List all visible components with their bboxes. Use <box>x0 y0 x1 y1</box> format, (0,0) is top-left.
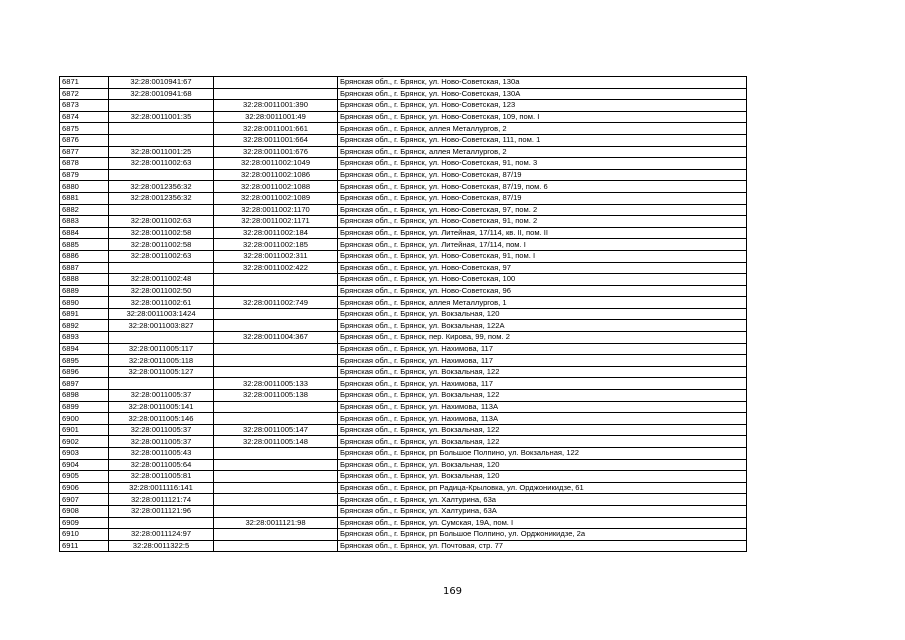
object-cadastral-number-cell <box>214 413 338 425</box>
address-cell: Брянская обл., г. Брянск, ул. Нахимова, 113А <box>338 413 747 425</box>
table-row <box>60 192 747 204</box>
object-cadastral-number-cell: 32:28:0011002:749 <box>214 297 338 309</box>
page-number: 169 <box>442 586 463 597</box>
object-cadastral-number-cell: 32:28:0011002:1088 <box>214 181 338 193</box>
object-cadastral-number-cell <box>214 505 338 517</box>
table-row <box>60 77 747 89</box>
address-cell: Брянская обл., г. Брянск, аллея Металлургов, 1 <box>338 297 747 309</box>
row-number-cell: 6901 <box>60 424 109 436</box>
address-cell: Брянская обл., г. Брянск, рп Радица-Крыловка, ул. Орджоникидзе, 61 <box>338 482 747 494</box>
address-cell: Брянская обл., г. Брянск, ул. Вокзальная, 120 <box>338 471 747 483</box>
table-row <box>60 448 747 460</box>
cadastral-number-cell <box>109 123 214 135</box>
object-cadastral-number-cell: 32:28:0011005:133 <box>214 378 338 390</box>
cadastral-number-cell <box>109 332 214 344</box>
row-number-cell: 6889 <box>60 285 109 297</box>
address-cell: Брянская обл., г. Брянск, ул. Ново-Советская, 109, пом. I <box>338 111 747 123</box>
table-row <box>60 158 747 170</box>
address-cell: Брянская обл., г. Брянск, ул. Халтурина, 63а <box>338 494 747 506</box>
object-cadastral-number-cell <box>214 343 338 355</box>
address-cell: Брянская обл., г. Брянск, аллея Металлургов, 2 <box>338 123 747 135</box>
table-row <box>60 146 747 158</box>
address-cell: Брянская обл., г. Брянск, ул. Ново-Советская, 100 <box>338 274 747 286</box>
cadastral-number-cell: 32:28:0012356:32 <box>109 192 214 204</box>
table-row <box>60 413 747 425</box>
object-cadastral-number-cell <box>214 529 338 541</box>
address-cell: Брянская обл., г. Брянск, ул. Ново-Советская, 97, пом. 2 <box>338 204 747 216</box>
row-number-cell: 6900 <box>60 413 109 425</box>
row-number-cell: 6881 <box>60 192 109 204</box>
address-cell: Брянская обл., г. Брянск, ул. Литейная, 17/114, кв. II, пом. II <box>338 227 747 239</box>
row-number-cell: 6896 <box>60 366 109 378</box>
object-cadastral-number-cell <box>214 308 338 320</box>
address-cell: Брянская обл., г. Брянск, ул. Литейная, 17/114, пом. I <box>338 239 747 251</box>
cadastral-number-cell <box>109 262 214 274</box>
cadastral-number-cell: 32:28:0011322:5 <box>109 540 214 552</box>
row-number-cell: 6875 <box>60 123 109 135</box>
cadastral-number-cell: 32:28:0011003:827 <box>109 320 214 332</box>
row-number-cell: 6872 <box>60 88 109 100</box>
row-number-cell: 6880 <box>60 181 109 193</box>
cadastral-number-cell: 32:28:0011116:141 <box>109 482 214 494</box>
table-row <box>60 517 747 529</box>
address-cell: Брянская обл., г. Брянск, ул. Нахимова, 117 <box>338 343 747 355</box>
table-row <box>60 378 747 390</box>
table-row <box>60 239 747 251</box>
address-cell: Брянская обл., г. Брянск, рп Большое Полпино, ул. Вокзальная, 122 <box>338 448 747 460</box>
row-number-cell: 6893 <box>60 332 109 344</box>
row-number-cell: 6873 <box>60 100 109 112</box>
table-row <box>60 436 747 448</box>
object-cadastral-number-cell: 32:28:0011005:138 <box>214 390 338 402</box>
cadastral-number-cell: 32:28:0011002:50 <box>109 285 214 297</box>
row-number-cell: 6897 <box>60 378 109 390</box>
table-row <box>60 343 747 355</box>
address-cell: Брянская обл., г. Брянск, аллея Металлургов, 2 <box>338 146 747 158</box>
table-row <box>60 401 747 413</box>
object-cadastral-number-cell <box>214 494 338 506</box>
row-number-cell: 6871 <box>60 77 109 89</box>
address-cell: Брянская обл., г. Брянск, ул. Вокзальная, 120 <box>338 459 747 471</box>
address-cell: Брянская обл., г. Брянск, ул. Вокзальная, 120 <box>338 308 747 320</box>
address-cell: Брянская обл., г. Брянск, ул. Вокзальная, 122А <box>338 320 747 332</box>
table-row <box>60 332 747 344</box>
address-cell: Брянская обл., г. Брянск, ул. Ново-Советская, 91, пом. 3 <box>338 158 747 170</box>
table-row <box>60 459 747 471</box>
object-cadastral-number-cell <box>214 401 338 413</box>
row-number-cell: 6911 <box>60 540 109 552</box>
cadastral-number-cell: 32:28:0011002:48 <box>109 274 214 286</box>
address-cell: Брянская обл., г. Брянск, ул. Ново-Советская, 91, пом. 2 <box>338 216 747 228</box>
table-row <box>60 134 747 146</box>
object-cadastral-number-cell: 32:28:0011002:185 <box>214 239 338 251</box>
row-number-cell: 6895 <box>60 355 109 367</box>
cadastral-number-cell <box>109 134 214 146</box>
address-cell: Брянская обл., г. Брянск, ул. Нахимова, 117 <box>338 378 747 390</box>
cadastral-table <box>59 76 747 552</box>
row-number-cell: 6878 <box>60 158 109 170</box>
address-cell: Брянская обл., г. Брянск, пер. Кирова, 99, пом. 2 <box>338 332 747 344</box>
row-number-cell: 6894 <box>60 343 109 355</box>
table-row <box>60 227 747 239</box>
cadastral-number-cell: 32:28:0011005:141 <box>109 401 214 413</box>
object-cadastral-number-cell <box>214 459 338 471</box>
cadastral-number-cell: 32:28:0011002:58 <box>109 227 214 239</box>
table-row <box>60 424 747 436</box>
row-number-cell: 6877 <box>60 146 109 158</box>
address-cell: Брянская обл., г. Брянск, ул. Халтурина, 63А <box>338 505 747 517</box>
cadastral-number-cell: 32:28:0011005:127 <box>109 366 214 378</box>
address-cell: Брянская обл., г. Брянск, ул. Ново-Советская, 87/19 <box>338 169 747 181</box>
address-cell: Брянская обл., г. Брянск, ул. Ново-Советская, 97 <box>338 262 747 274</box>
object-cadastral-number-cell: 32:28:0011002:1170 <box>214 204 338 216</box>
cadastral-number-cell: 32:28:0011005:146 <box>109 413 214 425</box>
cadastral-number-cell: 32:28:0012356:32 <box>109 181 214 193</box>
object-cadastral-number-cell <box>214 320 338 332</box>
object-cadastral-number-cell: 32:28:0011002:1089 <box>214 192 338 204</box>
cadastral-number-cell: 32:28:0011005:37 <box>109 390 214 402</box>
object-cadastral-number-cell: 32:28:0011002:1049 <box>214 158 338 170</box>
object-cadastral-number-cell <box>214 482 338 494</box>
object-cadastral-number-cell <box>214 88 338 100</box>
table-row <box>60 204 747 216</box>
object-cadastral-number-cell <box>214 471 338 483</box>
row-number-cell: 6890 <box>60 297 109 309</box>
object-cadastral-number-cell <box>214 285 338 297</box>
table-row <box>60 390 747 402</box>
table-row <box>60 262 747 274</box>
row-number-cell: 6884 <box>60 227 109 239</box>
object-cadastral-number-cell: 32:28:0011121:98 <box>214 517 338 529</box>
object-cadastral-number-cell <box>214 355 338 367</box>
row-number-cell: 6910 <box>60 529 109 541</box>
cadastral-number-cell: 32:28:0011003:1424 <box>109 308 214 320</box>
address-cell: Брянская обл., г. Брянск, ул. Ново-Советская, 130А <box>338 88 747 100</box>
cadastral-number-cell <box>109 169 214 181</box>
object-cadastral-number-cell: 32:28:0011001:676 <box>214 146 338 158</box>
row-number-cell: 6903 <box>60 448 109 460</box>
row-number-cell: 6886 <box>60 250 109 262</box>
cadastral-number-cell <box>109 100 214 112</box>
object-cadastral-number-cell <box>214 448 338 460</box>
table-row <box>60 169 747 181</box>
object-cadastral-number-cell: 32:28:0011002:1171 <box>214 216 338 228</box>
table-row <box>60 482 747 494</box>
cadastral-number-cell: 32:28:0011001:25 <box>109 146 214 158</box>
object-cadastral-number-cell: 32:28:0011002:1086 <box>214 169 338 181</box>
table-row <box>60 250 747 262</box>
row-number-cell: 6906 <box>60 482 109 494</box>
cadastral-number-cell: 32:28:0011005:81 <box>109 471 214 483</box>
address-cell: Брянская обл., г. Брянск, ул. Ново-Советская, 87/19, пом. 6 <box>338 181 747 193</box>
row-number-cell: 6882 <box>60 204 109 216</box>
address-cell: Брянская обл., г. Брянск, ул. Вокзальная, 122 <box>338 424 747 436</box>
row-number-cell: 6874 <box>60 111 109 123</box>
address-cell: Брянская обл., г. Брянск, ул. Ново-Советская, 130а <box>338 77 747 89</box>
table-row <box>60 111 747 123</box>
cadastral-number-cell: 32:28:0011002:61 <box>109 297 214 309</box>
table-row <box>60 123 747 135</box>
object-cadastral-number-cell <box>214 77 338 89</box>
table-row <box>60 320 747 332</box>
table-row <box>60 355 747 367</box>
cadastral-number-cell: 32:28:0011002:63 <box>109 250 214 262</box>
row-number-cell: 6891 <box>60 308 109 320</box>
row-number-cell: 6905 <box>60 471 109 483</box>
object-cadastral-number-cell: 32:28:0011001:390 <box>214 100 338 112</box>
table-row <box>60 529 747 541</box>
row-number-cell: 6907 <box>60 494 109 506</box>
address-cell: Брянская обл., г. Брянск, ул. Ново-Советская, 123 <box>338 100 747 112</box>
address-cell: Брянская обл., г. Брянск, ул. Сумская, 19А, пом. I <box>338 517 747 529</box>
address-cell: Брянская обл., г. Брянск, ул. Ново-Советская, 87/19 <box>338 192 747 204</box>
table-row <box>60 308 747 320</box>
row-number-cell: 6887 <box>60 262 109 274</box>
row-number-cell: 6883 <box>60 216 109 228</box>
table-row <box>60 100 747 112</box>
cadastral-number-cell: 32:28:0011001:35 <box>109 111 214 123</box>
table-row <box>60 471 747 483</box>
table-row <box>60 297 747 309</box>
address-cell: Брянская обл., г. Брянск, ул. Нахимова, 117 <box>338 355 747 367</box>
cadastral-number-cell: 32:28:0011005:37 <box>109 424 214 436</box>
object-cadastral-number-cell: 32:28:0011005:147 <box>214 424 338 436</box>
table-row <box>60 366 747 378</box>
address-cell: Брянская обл., г. Брянск, ул. Ново-Советская, 91, пом. I <box>338 250 747 262</box>
row-number-cell: 6904 <box>60 459 109 471</box>
table-row <box>60 216 747 228</box>
table-row <box>60 505 747 517</box>
object-cadastral-number-cell: 32:28:0011004:367 <box>214 332 338 344</box>
cadastral-number-cell <box>109 517 214 529</box>
cadastral-number-cell: 32:28:0011005:43 <box>109 448 214 460</box>
object-cadastral-number-cell: 32:28:0011001:664 <box>214 134 338 146</box>
row-number-cell: 6888 <box>60 274 109 286</box>
object-cadastral-number-cell: 32:28:0011005:148 <box>214 436 338 448</box>
address-cell: Брянская обл., г. Брянск, ул. Вокзальная, 122 <box>338 390 747 402</box>
cadastral-number-cell: 32:28:0011005:37 <box>109 436 214 448</box>
object-cadastral-number-cell <box>214 274 338 286</box>
address-cell: Брянская обл., г. Брянск, ул. Ново-Советская, 96 <box>338 285 747 297</box>
cadastral-number-cell: 32:28:0011121:96 <box>109 505 214 517</box>
cadastral-number-cell <box>109 378 214 390</box>
cadastral-number-cell: 32:28:0011005:117 <box>109 343 214 355</box>
row-number-cell: 6899 <box>60 401 109 413</box>
table-row <box>60 88 747 100</box>
table-row <box>60 181 747 193</box>
address-cell: Брянская обл., г. Брянск, ул. Вокзальная, 122 <box>338 436 747 448</box>
cadastral-number-cell: 32:28:0011002:58 <box>109 239 214 251</box>
cadastral-number-cell: 32:28:0011005:118 <box>109 355 214 367</box>
object-cadastral-number-cell: 32:28:0011001:661 <box>214 123 338 135</box>
row-number-cell: 6876 <box>60 134 109 146</box>
address-cell: Брянская обл., г. Брянск, ул. Вокзальная, 122 <box>338 366 747 378</box>
row-number-cell: 6908 <box>60 505 109 517</box>
table-row <box>60 274 747 286</box>
row-number-cell: 6909 <box>60 517 109 529</box>
row-number-cell: 6879 <box>60 169 109 181</box>
cadastral-number-cell <box>109 204 214 216</box>
cadastral-number-cell: 32:28:0011124:97 <box>109 529 214 541</box>
object-cadastral-number-cell <box>214 540 338 552</box>
address-cell: Брянская обл., г. Брянск, ул. Нахимова, 113А <box>338 401 747 413</box>
table-row <box>60 540 747 552</box>
row-number-cell: 6898 <box>60 390 109 402</box>
object-cadastral-number-cell: 32:28:0011002:422 <box>214 262 338 274</box>
cadastral-number-cell: 32:28:0011005:64 <box>109 459 214 471</box>
address-cell: Брянская обл., г. Брянск, ул. Почтовая, стр. 77 <box>338 540 747 552</box>
cadastral-number-cell: 32:28:0011002:63 <box>109 158 214 170</box>
cadastral-number-cell: 32:28:0010941:68 <box>109 88 214 100</box>
table-row <box>60 285 747 297</box>
cadastral-number-cell: 32:28:0011121:74 <box>109 494 214 506</box>
object-cadastral-number-cell: 32:28:0011001:49 <box>214 111 338 123</box>
cadastral-number-cell: 32:28:0010941:67 <box>109 77 214 89</box>
row-number-cell: 6902 <box>60 436 109 448</box>
table-body <box>60 77 747 552</box>
cadastral-number-cell: 32:28:0011002:63 <box>109 216 214 228</box>
address-cell: Брянская обл., г. Брянск, рп Большое Полпино, ул. Орджоникидзе, 2а <box>338 529 747 541</box>
table-row <box>60 494 747 506</box>
row-number-cell: 6892 <box>60 320 109 332</box>
object-cadastral-number-cell: 32:28:0011002:184 <box>214 227 338 239</box>
object-cadastral-number-cell: 32:28:0011002:311 <box>214 250 338 262</box>
row-number-cell: 6885 <box>60 239 109 251</box>
address-cell: Брянская обл., г. Брянск, ул. Ново-Советская, 111, пом. 1 <box>338 134 747 146</box>
object-cadastral-number-cell <box>214 366 338 378</box>
